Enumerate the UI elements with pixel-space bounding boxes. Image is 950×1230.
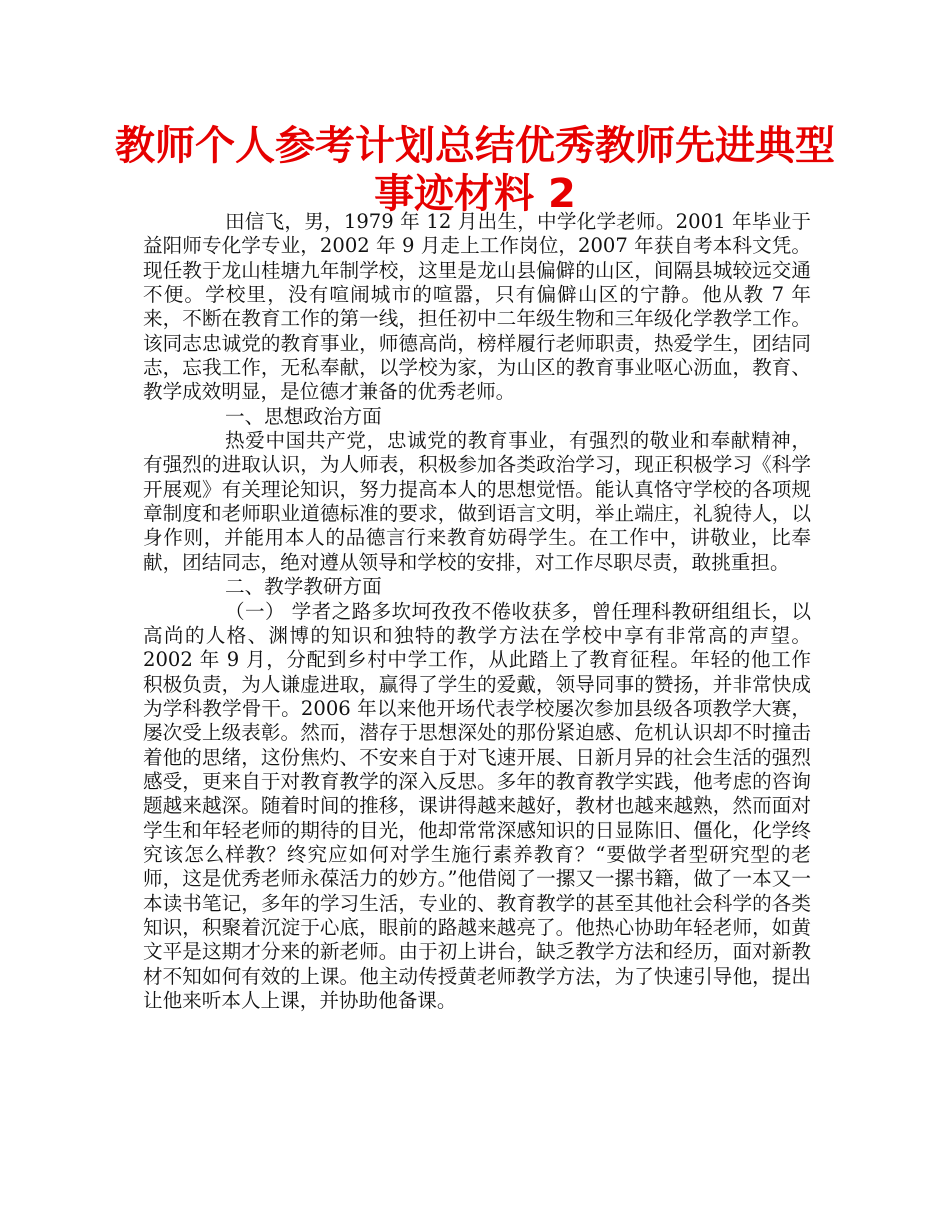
title-line-2: 事迹材料 2 bbox=[374, 171, 576, 217]
document-title bbox=[100, 122, 850, 218]
intro-paragraph: 田信飞，男，1979 年 12 月出生，中学化学老师。2001 年毕业于益阳师专化学专业，2002 年 9 月走上工作岗位，2007 年获自考本科文凭。现任教于龙山桂塘九年制学校，这里是龙山县偏僻的山区，间隔县城较远交通不便。学校里，没有喧闹城市的喧嚣，只有偏僻山区的宁静。他从教 7 年来，不断在教育工作的第一线，担任初中二年级生物和三年级化学教学工作。该同志忠诚党的教育事业，师德高尚，榜样履行老师职责，热爱学生，团结同志，忘我工作，无私奉献，以学校为家，为山区的教育事业呕心沥血，教育、教学成效明显，是位德才兼备的优秀老师。 bbox=[143, 210, 811, 404]
section-heading-teaching: 二、教学教研方面 bbox=[225, 575, 382, 599]
section-heading-political: 一、思想政治方面 bbox=[225, 404, 382, 428]
title-line-1: 教师个人参考计划总结优秀教师先进典型 bbox=[115, 123, 835, 169]
teaching-paragraph: （一） 学者之路多坎坷孜孜不倦收获多，曾任理科教研组组长，以高尚的人格、渊博的知识和独特的教学方法在学校中享有非常高的声望。 2002 年 9 月，分配到乡村中学工作，从此踏上了教育征程。年轻的他工作积极负责，为人谦虚进取，赢得了学生的爱戴，领导同事的赞扬，并非常快成为学科教学骨干。2006 年以来他开场代表学校屡次参加县级各项教学大赛，屡次受上级表彰。然而，潜存于思想深处的那份紧迫感、危机认识却不时撞击着他的思绪，这份焦灼、不安来自于对飞速开展、日新月异的社会生活的强烈感受，更来自于对教育教学的深入反思。多年的教育教学实践，他考虑的咨询题越来越深。随着时间的推移，课讲得越来越好，教材也越来越熟，然而面对学生和年轻老师的期待的目光，他却常常深感知识的日显陈旧、僵化，化学终究该怎么样教？终究应如何对学生施行素养教育？“要做学者型研究型的老师，这是优秀老师永葆活力的妙方。”他借阅了一摞又一摞书籍，做了一本又一本读书笔记，多年的学习生活，专业的、教育教学的甚至其他社会科学的各类知识，积聚着沉淀于心底，眼前的路越来越亮了。他热心协助年轻老师，如黄文平是这期才分来的新老师。由于初上讲台，缺乏教学方法和经历，面对新教材不知如何有效的上课。他主动传授黄老师教学方法，为了快速引导他，提出让他来听本人上课，并协助他备课。 bbox=[143, 599, 811, 1012]
document-body bbox=[143, 210, 811, 1013]
political-paragraph: 热爱中国共产党，忠诚党的教育事业，有强烈的敬业和奉献精神，有强烈的进取认识，为人师表，积极参加各类政治学习，现正积极学习《科学开展观》有关理论知识，努力提高本人的思想觉悟。能认真恪守学校的各项规章制度和老师职业道德标准的要求，做到语言文明，举止端庄，礼貌待人，以身作则，并能用本人的品德言行来教育妨碍学生。在工作中，讲敬业，比奉献，团结同志，绝对遵从领导和学校的安排，对工作尽职尽责，敢挑重担。 bbox=[143, 429, 811, 574]
